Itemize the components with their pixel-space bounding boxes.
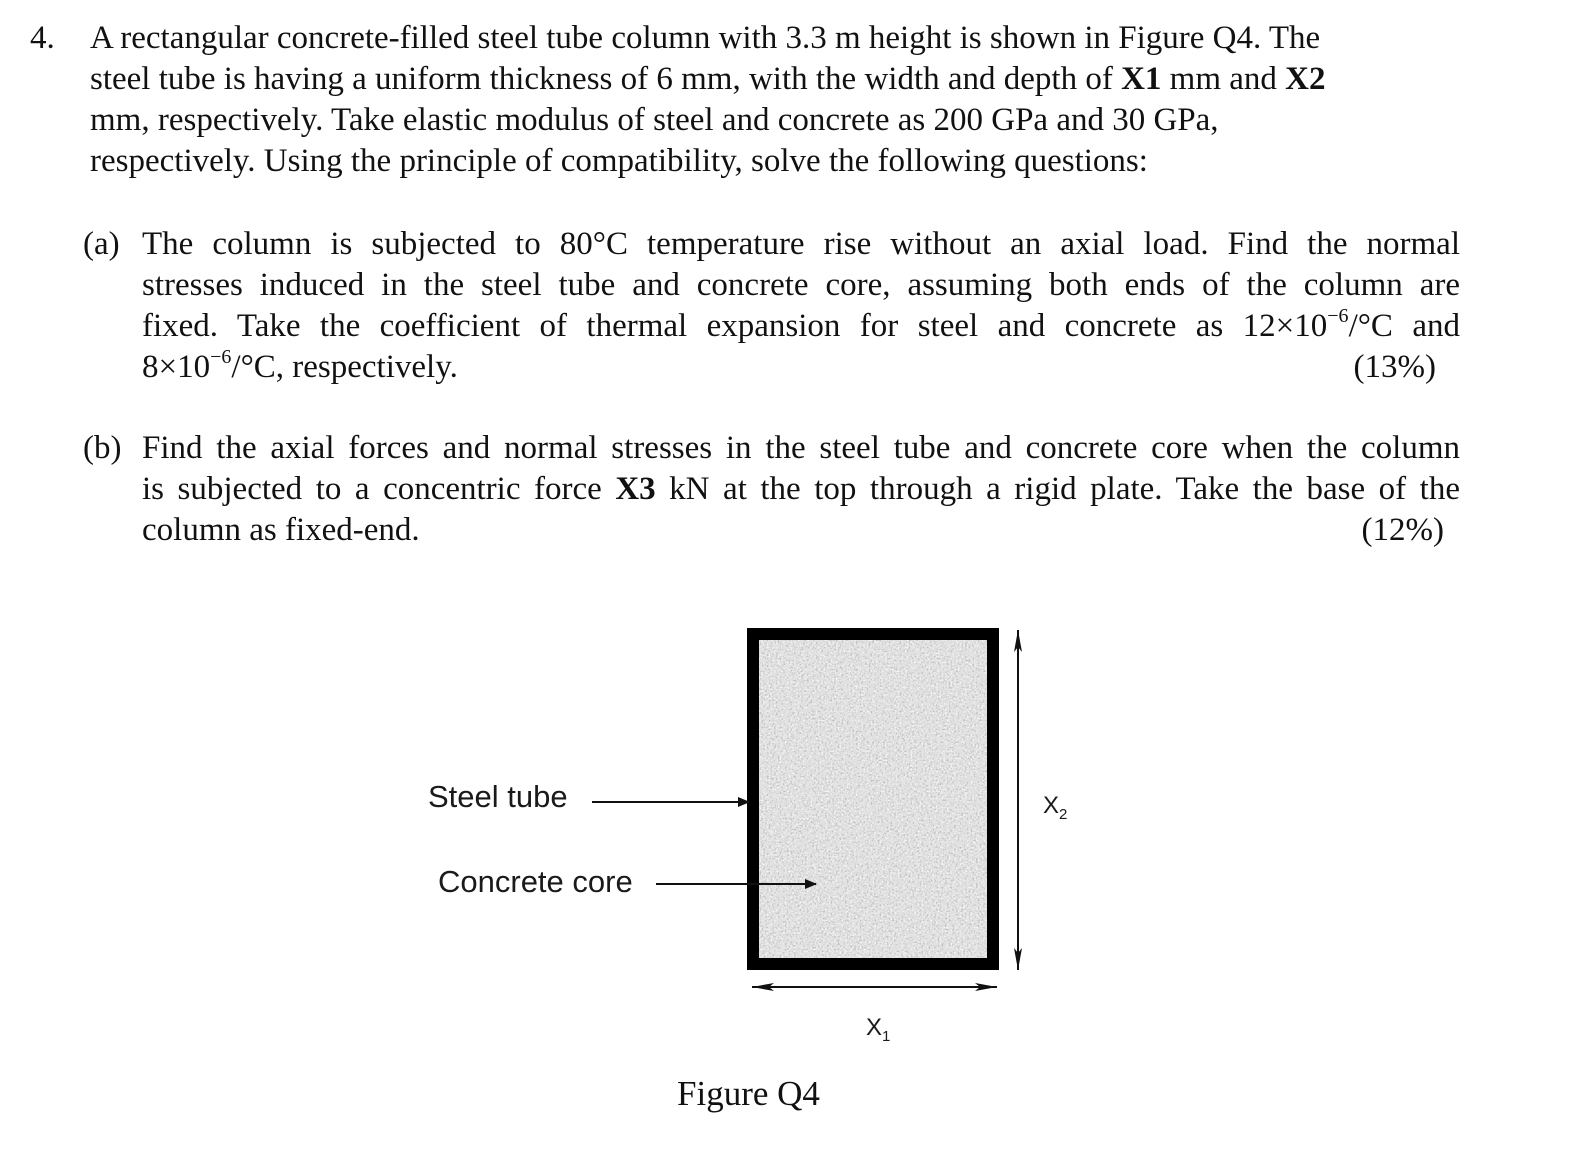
part-a-line-3-text: fixed. Take the coefficient of thermal expansion for steel and concrete as 12×10 xyxy=(142,308,1328,344)
stem-line-2-text: steel tube is having a uniform thickness of 6 mm, with the width and depth of xyxy=(90,61,1122,97)
variable-x1: X1 xyxy=(1121,61,1162,97)
stem-line-1: A rectangular concrete-filled steel tube column with 3.3 m height is shown in Figure Q4. The xyxy=(90,20,1321,56)
stem-line-2-mid: mm and xyxy=(1161,61,1286,97)
steel-tube-label: Steel tube xyxy=(428,779,568,814)
concrete-texture xyxy=(759,640,987,958)
part-a-line-2: stresses induced in the steel tube and concrete core, assuming both ends of the column are xyxy=(142,267,1460,303)
variable-x2: X2 xyxy=(1285,61,1326,97)
depth-dim-letter: X xyxy=(1043,792,1060,819)
part-b-line-2-pre: is subjected to a concentric force xyxy=(142,471,616,507)
exponent: −6 xyxy=(1327,305,1349,327)
variable-x3: X3 xyxy=(615,471,656,507)
exponent: −6 xyxy=(210,346,232,368)
part-a-line-4-pre: 8×10 xyxy=(142,349,211,385)
stem-line-4: respectively. Using the principle of compatibility, solve the following questions: xyxy=(90,143,1148,179)
depth-dimension-label xyxy=(1043,792,1067,823)
figure-caption: Figure Q4 xyxy=(677,1074,820,1113)
part-b-line-3-text: column as fixed-end. xyxy=(142,512,420,548)
part-a-line-3-unit: /°C and xyxy=(1348,308,1460,344)
concrete-core-label: Concrete core xyxy=(438,864,633,899)
part-a-marks: (13%) xyxy=(1353,349,1436,385)
part-a-label: (a) xyxy=(83,226,120,262)
width-dim-letter: X xyxy=(866,1014,883,1041)
width-dim-subscript: 1 xyxy=(882,1027,891,1045)
part-a-line-1: The column is subjected to 80°C temperature rise without an axial load. Find the normal xyxy=(142,226,1460,262)
part-b-label: (b) xyxy=(83,430,122,466)
part-a-line-4-post: /°C, respectively. xyxy=(231,349,458,385)
question-number: 4. xyxy=(30,20,55,56)
part-b-line-1: Find the axial forces and normal stresses in the steel tube and concrete core when the column xyxy=(142,430,1460,466)
part-b-line-2-post: kN at the top through a rigid plate. Take the base of the xyxy=(655,471,1460,507)
depth-dim-subscript: 2 xyxy=(1059,805,1068,823)
width-dimension-label xyxy=(866,1014,890,1045)
stem-line-3: mm, respectively. Take elastic modulus of steel and concrete as 200 GPa and 30 GPa, xyxy=(90,102,1219,138)
part-b-marks: (12%) xyxy=(1361,512,1444,548)
